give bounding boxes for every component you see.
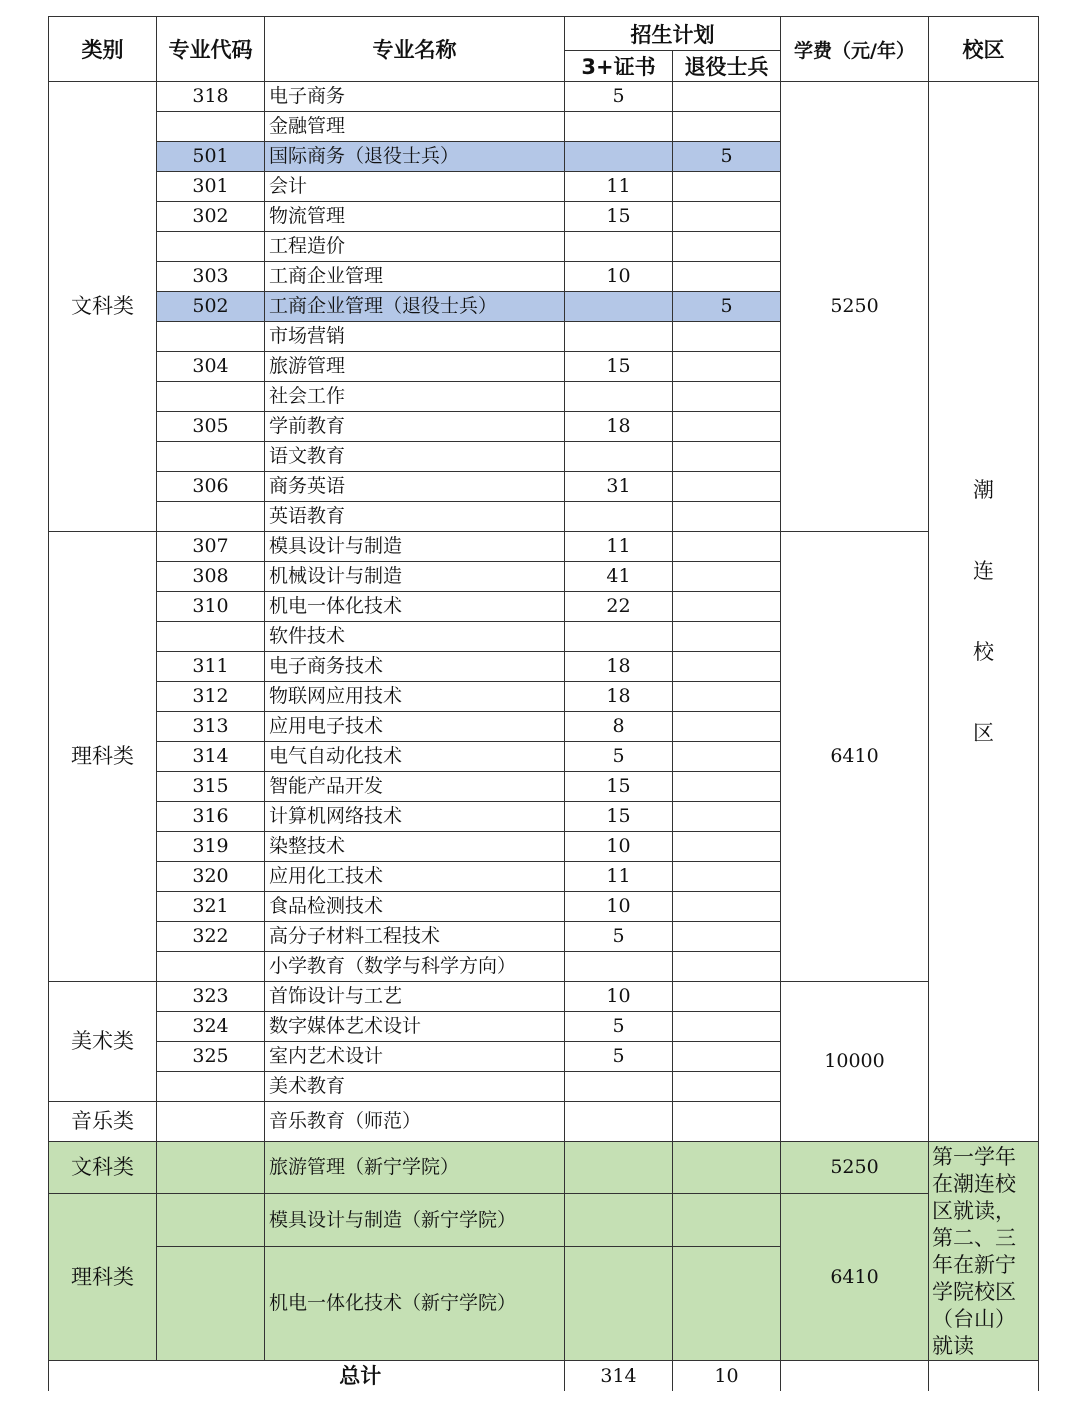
major-name: 工程造价 [265,232,565,262]
major-name: 染整技术 [265,832,565,862]
quota-veteran [673,922,781,952]
major-code: 303 [157,262,265,292]
quota-cert [565,232,673,262]
quota-veteran [673,82,781,112]
major-name: 旅游管理 [265,352,565,382]
quota-veteran [673,562,781,592]
major-code [157,382,265,412]
major-name: 语文教育 [265,442,565,472]
quota-veteran [673,652,781,682]
quota-veteran [673,202,781,232]
major-code: 312 [157,682,265,712]
quota-cert: 11 [565,862,673,892]
header-category: 类别 [49,17,157,82]
quota-veteran [673,1142,781,1194]
quota-cert: 15 [565,202,673,232]
quota-veteran [673,382,781,412]
total-veteran: 10 [673,1361,781,1392]
quota-cert [565,1194,673,1247]
quota-cert: 11 [565,172,673,202]
major-code: 311 [157,652,265,682]
major-name: 旅游管理（新宁学院） [265,1142,565,1194]
quota-cert: 5 [565,82,673,112]
campus-main [929,82,1039,1142]
category-xinning-wenke: 文科类 [49,1142,157,1194]
major-code [157,322,265,352]
quota-veteran [673,712,781,742]
major-code [157,1072,265,1102]
major-code: 323 [157,982,265,1012]
quota-veteran [673,802,781,832]
quota-cert: 11 [565,532,673,562]
major-name: 市场营销 [265,322,565,352]
quota-veteran [673,742,781,772]
quota-veteran [673,232,781,262]
major-name: 工商企业管理（退役士兵） [265,292,565,322]
category-wenke: 文科类 [49,82,157,532]
quota-cert [565,1072,673,1102]
quota-cert [565,622,673,652]
major-name: 电子商务 [265,82,565,112]
major-name: 机械设计与制造 [265,562,565,592]
major-code [157,1247,265,1361]
major-code: 306 [157,472,265,502]
quota-veteran [673,262,781,292]
table-row [49,532,1039,562]
quota-cert: 41 [565,562,673,592]
major-code [157,1102,265,1142]
major-code: 324 [157,1012,265,1042]
quota-cert: 15 [565,352,673,382]
header-name: 专业名称 [265,17,565,82]
quota-veteran [673,772,781,802]
tuition-xinning-like: 6410 [781,1194,929,1361]
quota-cert: 10 [565,832,673,862]
quota-veteran [673,862,781,892]
major-code: 305 [157,412,265,442]
major-code: 302 [157,202,265,232]
major-name: 社会工作 [265,382,565,412]
total-cert: 314 [565,1361,673,1392]
major-code: 502 [157,292,265,322]
table-row [49,1142,1039,1194]
quota-cert [565,1247,673,1361]
major-name: 软件技术 [265,622,565,652]
quota-cert: 5 [565,1042,673,1072]
quota-veteran [673,592,781,622]
major-name: 智能产品开发 [265,772,565,802]
major-name: 电子商务技术 [265,652,565,682]
total-label: 总计 [157,1361,565,1392]
quota-veteran [673,832,781,862]
quota-cert: 18 [565,652,673,682]
quota-cert [565,292,673,322]
major-code: 315 [157,772,265,802]
quota-cert [565,112,673,142]
quota-veteran: 5 [673,292,781,322]
quota-veteran [673,682,781,712]
category-meishu: 美术类 [49,982,157,1102]
quota-veteran [673,1247,781,1361]
header-tuition: 学费（元/年） [781,17,929,82]
quota-cert: 18 [565,682,673,712]
major-name: 食品检测技术 [265,892,565,922]
quota-cert [565,952,673,982]
major-name: 首饰设计与工艺 [265,982,565,1012]
table-row [49,1194,1039,1247]
campus-char: 区 [973,720,994,745]
quota-cert: 10 [565,982,673,1012]
major-name: 工商企业管理 [265,262,565,292]
major-name: 美术教育 [265,1072,565,1102]
campus-char: 校 [973,639,994,664]
major-name: 会计 [265,172,565,202]
major-name: 高分子材料工程技术 [265,922,565,952]
quota-veteran [673,1012,781,1042]
major-name: 商务英语 [265,472,565,502]
quota-veteran [673,982,781,1012]
header-plan-cert: 3+证书 [565,51,673,82]
quota-veteran [673,112,781,142]
major-name: 英语教育 [265,502,565,532]
quota-cert [565,502,673,532]
major-name: 电气自动化技术 [265,742,565,772]
major-code: 313 [157,712,265,742]
campus-char: 潮 [973,477,994,502]
header-code: 专业代码 [157,17,265,82]
tuition-xinning-wenke: 5250 [781,1142,929,1194]
major-code [157,1142,265,1194]
quota-veteran [673,352,781,382]
quota-veteran [673,442,781,472]
quota-cert: 8 [565,712,673,742]
quota-veteran [673,892,781,922]
major-code: 304 [157,352,265,382]
major-code: 325 [157,1042,265,1072]
quota-cert [565,1142,673,1194]
quota-veteran [673,412,781,442]
header-plan-veteran: 退役士兵 [673,51,781,82]
major-name: 模具设计与制造（新宁学院） [265,1194,565,1247]
table-row [49,82,1039,112]
table-row [49,982,1039,1012]
campus-xinning-note: 第一学年在潮连校区就读，第二、三年在新宁学院校区（台山）就读 [929,1142,1039,1361]
major-code: 316 [157,802,265,832]
quota-veteran [673,472,781,502]
header-campus: 校区 [929,17,1039,82]
quota-veteran [673,172,781,202]
quota-veteran [673,502,781,532]
major-code [157,502,265,532]
major-code: 501 [157,142,265,172]
quota-cert: 15 [565,772,673,802]
major-name: 金融管理 [265,112,565,142]
major-code [157,112,265,142]
major-code: 301 [157,172,265,202]
major-name: 数字媒体艺术设计 [265,1012,565,1042]
quota-cert [565,442,673,472]
major-code [157,232,265,262]
major-code [157,952,265,982]
campus-char: 连 [973,558,994,583]
quota-cert: 5 [565,742,673,772]
quota-veteran: 5 [673,142,781,172]
major-code: 319 [157,832,265,862]
quota-cert: 10 [565,262,673,292]
quota-veteran [673,532,781,562]
major-name: 模具设计与制造 [265,532,565,562]
major-code: 310 [157,592,265,622]
major-name: 室内艺术设计 [265,1042,565,1072]
major-code: 308 [157,562,265,592]
quota-cert [565,322,673,352]
major-code: 318 [157,82,265,112]
major-name: 应用化工技术 [265,862,565,892]
quota-cert: 5 [565,922,673,952]
quota-veteran [673,622,781,652]
tuition-like: 6410 [781,532,929,982]
quota-cert: 5 [565,1012,673,1042]
category-yinyue: 音乐类 [49,1102,157,1142]
major-code [157,1194,265,1247]
quota-veteran [673,322,781,352]
tuition-art: 10000 [781,982,929,1142]
category-xinning-like: 理科类 [49,1194,157,1361]
major-name: 应用电子技术 [265,712,565,742]
category-like: 理科类 [49,532,157,982]
tuition-wenke: 5250 [781,82,929,532]
quota-cert [565,142,673,172]
major-name: 物流管理 [265,202,565,232]
enrollment-plan-table [48,16,1039,1391]
major-name: 物联网应用技术 [265,682,565,712]
major-code: 321 [157,892,265,922]
major-code [157,442,265,472]
major-name: 音乐教育（师范） [265,1102,565,1142]
quota-veteran [673,952,781,982]
major-name: 学前教育 [265,412,565,442]
major-name: 机电一体化技术（新宁学院） [265,1247,565,1361]
quota-cert: 15 [565,802,673,832]
major-code [157,622,265,652]
major-name: 机电一体化技术 [265,592,565,622]
quota-veteran [673,1072,781,1102]
major-name: 小学教育（数学与科学方向） [265,952,565,982]
quota-cert: 18 [565,412,673,442]
major-code: 320 [157,862,265,892]
quota-veteran [673,1102,781,1142]
major-name: 计算机网络技术 [265,802,565,832]
quota-veteran [673,1042,781,1072]
major-code: 322 [157,922,265,952]
quota-cert: 22 [565,592,673,622]
quota-veteran [673,1194,781,1247]
quota-cert: 10 [565,892,673,922]
total-row [49,1361,1039,1392]
major-code: 314 [157,742,265,772]
quota-cert [565,382,673,412]
header-plan: 招生计划 [565,17,781,51]
quota-cert: 31 [565,472,673,502]
major-name: 国际商务（退役士兵） [265,142,565,172]
major-code: 307 [157,532,265,562]
quota-cert [565,1102,673,1142]
